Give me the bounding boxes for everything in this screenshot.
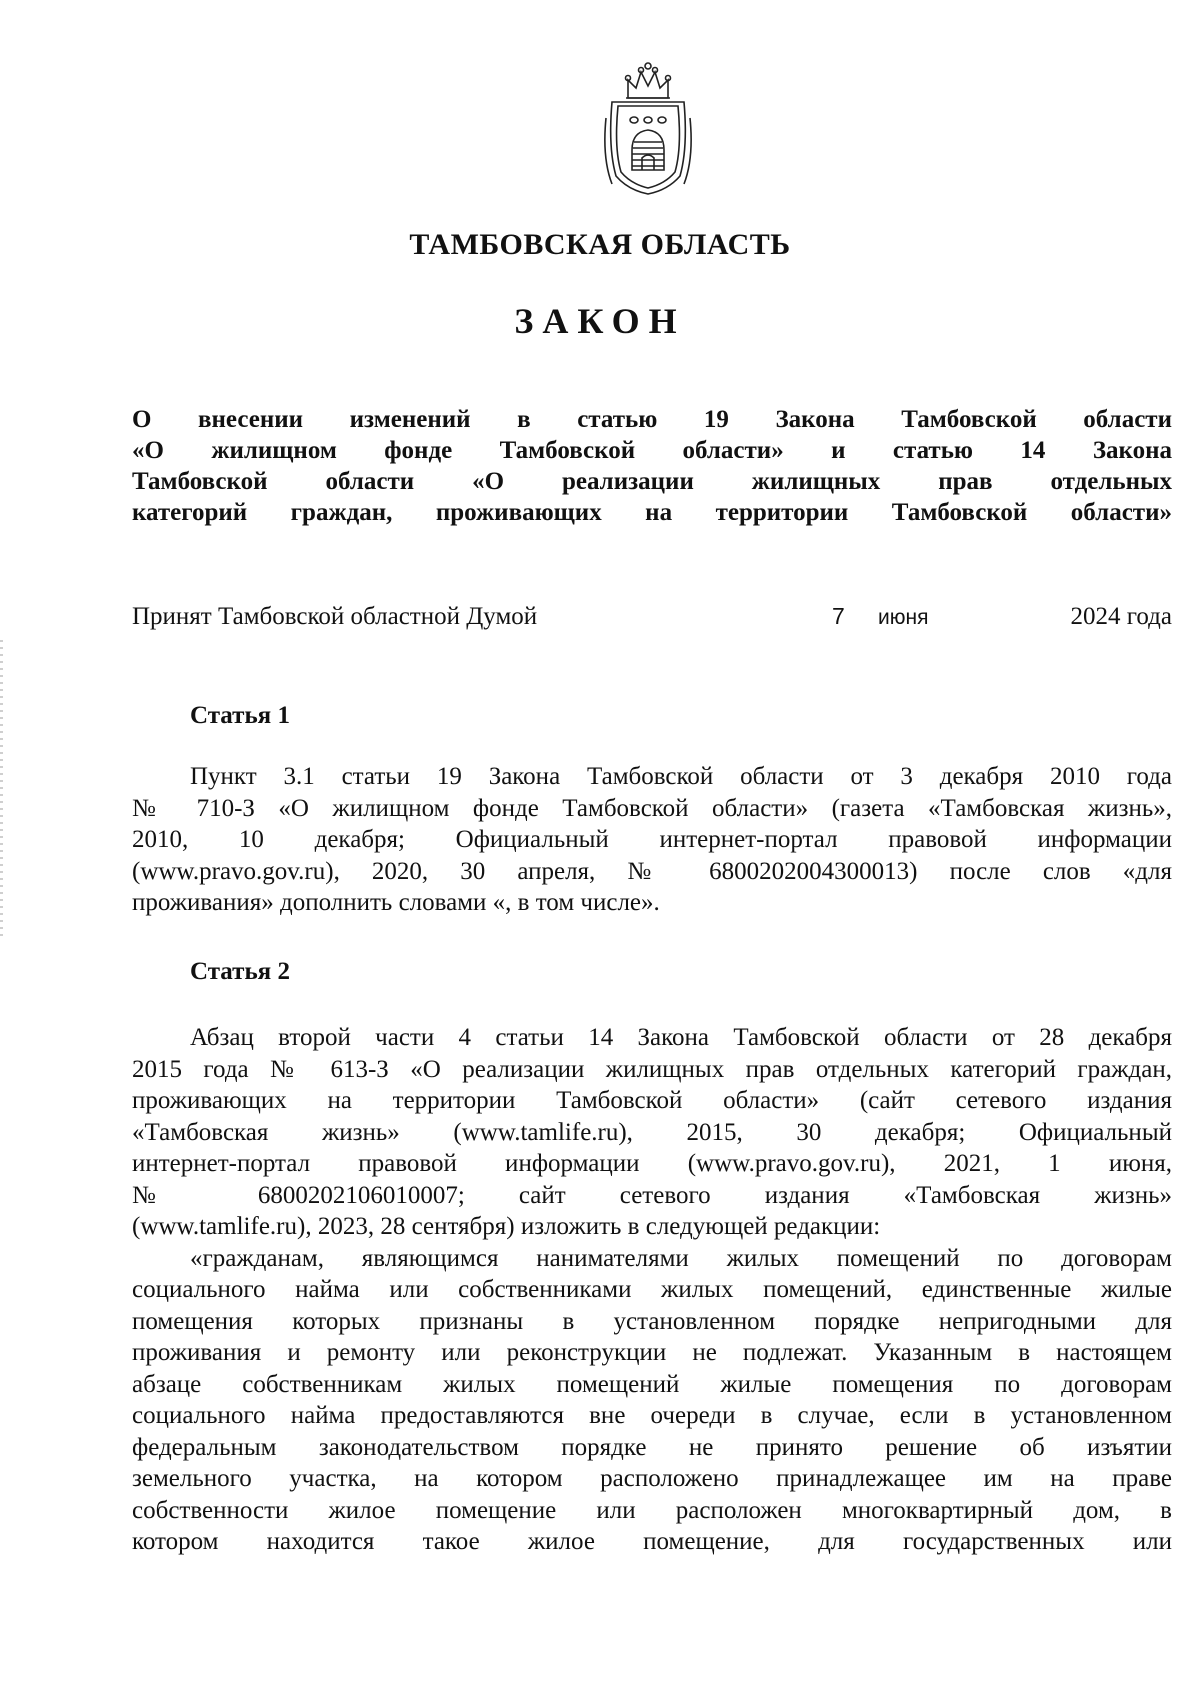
text-line: 2015 года № 613-З «О реализации жилищных прав отдельных категорий граждан, — [132, 1055, 1172, 1083]
article-1-text — [132, 761, 1172, 919]
text-line: интернет-портал правовой информации (www.pravo.gov.ru), 2021, 1 июня, — [132, 1150, 1172, 1177]
article-1-heading: Статья 1 — [190, 702, 290, 729]
text-line: № 710-З «О жилищном фонде Тамбовской области» (газета «Тамбовская жизнь», — [132, 794, 1172, 822]
quote-line: проживания и ремонту или реконструкции не подлежат. Указанным в настоящем — [132, 1339, 1172, 1366]
text-line: (www.tamlife.ru), 2023, 28 сентября) изложить в следующей редакции: — [132, 1213, 881, 1240]
law-title — [132, 404, 1172, 528]
text-line: Абзац второй части 4 статьи 14 Закона Тамбовской области от 28 декабря — [190, 1024, 1172, 1051]
adoption-year: 2024 года — [1070, 603, 1172, 630]
text-line: (www.pravo.gov.ru), 2020, 30 апреля, № 6800202004300013) после слов «для — [132, 857, 1172, 885]
law-title-line: категорий граждан, проживающих на территории Тамбовской области» — [132, 499, 1172, 526]
adoption-label: Принят Тамбовской областной Думой — [132, 603, 538, 630]
text-line: «Тамбовская жизнь» (www.tamlife.ru), 2015, 30 декабря; Официальный — [132, 1118, 1172, 1146]
quote-line: федеральным законодательством порядке не принято решение об изъятии — [132, 1433, 1172, 1461]
law-title-line: О внесении изменений в статью 19 Закона Тамбовской области — [132, 406, 1172, 433]
law-title-line: Тамбовской области «О реализации жилищных прав отдельных — [132, 468, 1172, 495]
law-title-line: «О жилищном фонде Тамбовской области» и статью 14 Закона — [132, 437, 1172, 464]
quote-line: абзаце собственникам жилых помещений жилые помещения по договорам — [132, 1370, 1172, 1398]
coat-of-arms-emblem — [598, 58, 698, 200]
adoption-line — [132, 603, 1172, 635]
adoption-day: 7 — [832, 603, 845, 629]
text-line: Пункт 3.1 статьи 19 Закона Тамбовской области от 3 декабря 2010 года — [190, 763, 1172, 790]
article-2-heading: Статья 2 — [190, 958, 290, 985]
text-line: № 6800202106010007; сайт сетевого издания «Тамбовская жизнь» — [132, 1181, 1172, 1209]
quote-line: земельного участка, на котором расположено принадлежащее им на праве — [132, 1465, 1172, 1492]
quote-line: собственности жилое помещение или расположен многоквартирный дом, в — [132, 1496, 1172, 1524]
article-2-text — [132, 1022, 1172, 1558]
text-line: 2010, 10 декабря; Официальный интернет-портал правовой информации — [132, 826, 1172, 853]
region-title: ТАМБОВСКАЯ ОБЛАСТЬ — [409, 228, 791, 261]
text-line: проживающих на территории Тамбовской области» (сайт сетевого издания — [132, 1087, 1172, 1114]
quote-line: «гражданам, являющимся нанимателями жилых помещений по договорам — [190, 1244, 1172, 1272]
adoption-month: июня — [878, 606, 929, 629]
quote-line: социального найма или собственниками жилых помещений, единственные жилые — [132, 1276, 1172, 1303]
quote-line: котором находится такое жилое помещение, для государственных или — [132, 1528, 1172, 1555]
document-type: ЗАКОН — [514, 301, 686, 341]
quote-line: социального найма предоставляются вне очереди в случае, если в установленном — [132, 1402, 1172, 1429]
scan-edge-mark — [0, 640, 3, 940]
text-line: проживания» дополнить словами «, в том числе». — [132, 889, 660, 916]
quote-line: помещения которых признаны в установленном порядке непригодными для — [132, 1307, 1172, 1335]
